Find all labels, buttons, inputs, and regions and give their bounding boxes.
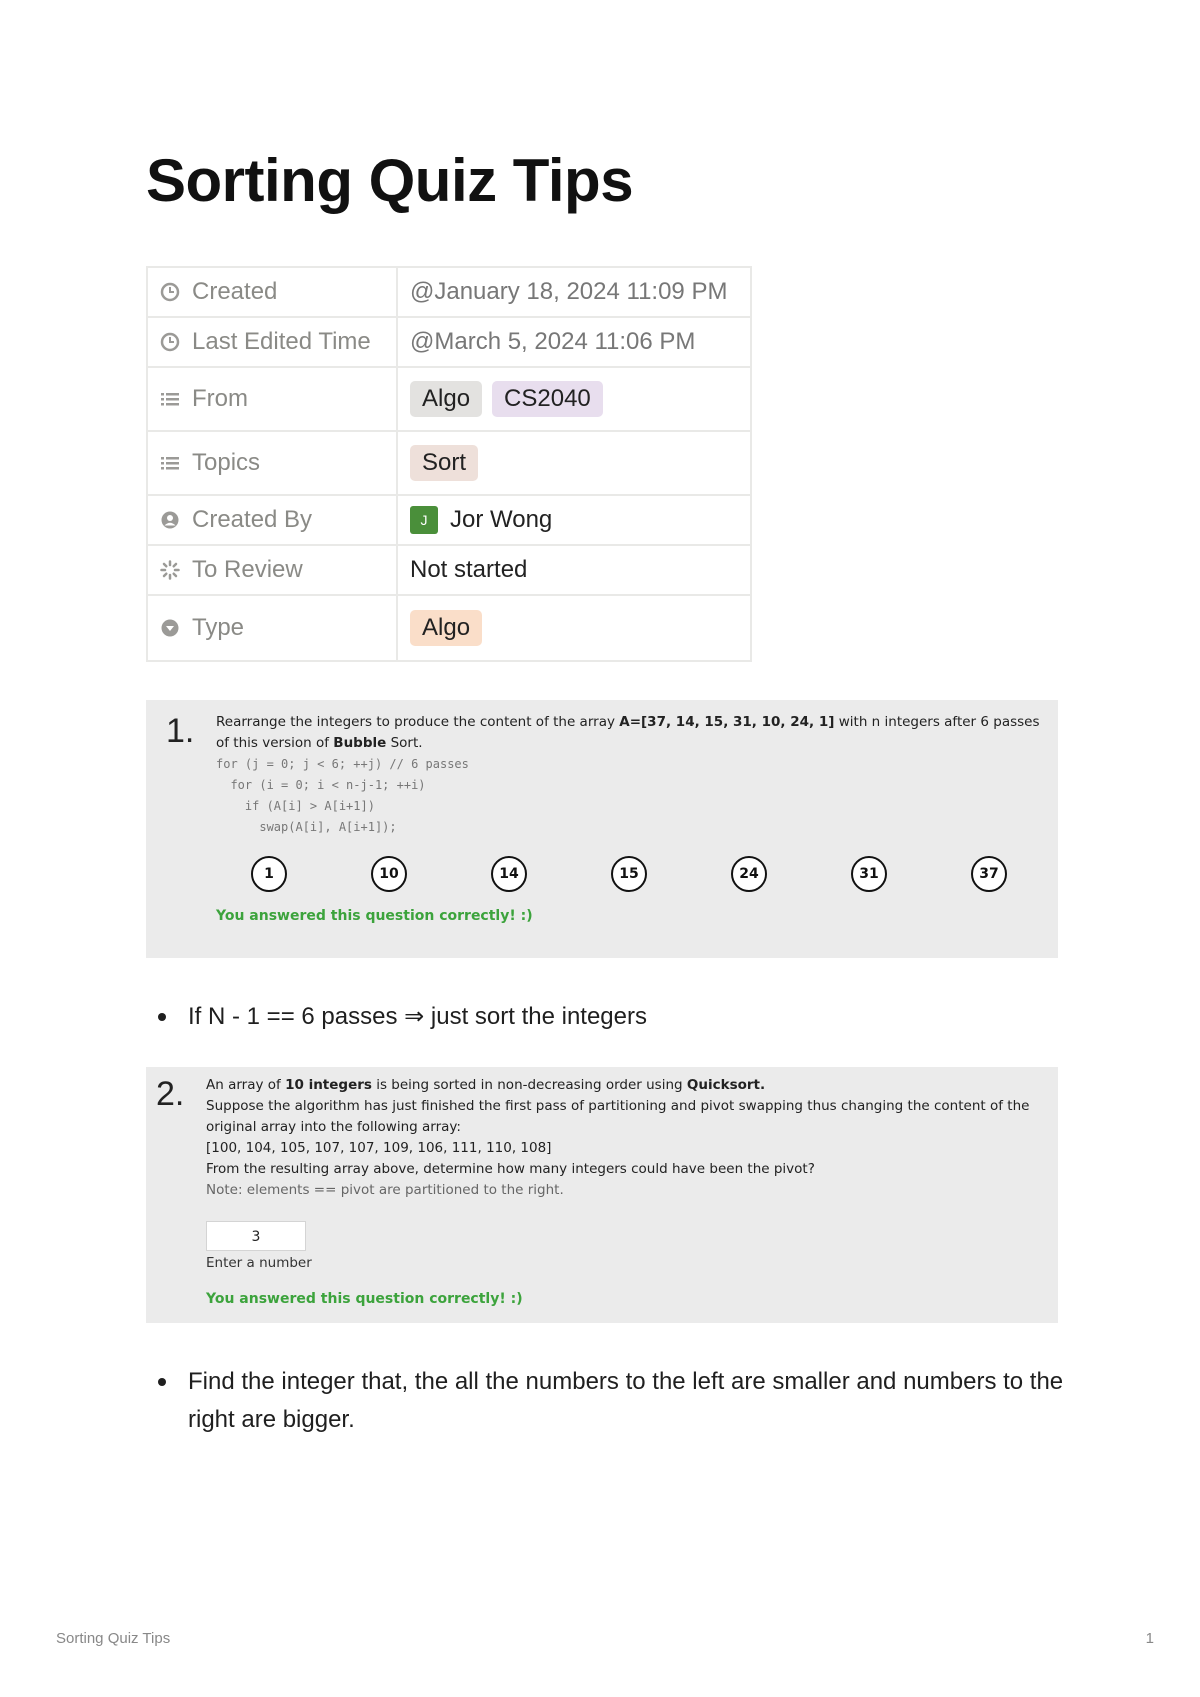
property-key bbox=[147, 545, 397, 595]
property-row-last-edited bbox=[147, 317, 751, 367]
question-bold-term: Bubble bbox=[333, 735, 387, 751]
property-key-label: Topics bbox=[192, 449, 261, 476]
question-text bbox=[206, 1075, 1046, 1201]
property-value[interactable] bbox=[397, 367, 751, 431]
property-key-label: Created By bbox=[192, 506, 313, 533]
property-key bbox=[147, 267, 397, 317]
answer-circle[interactable]: 31 bbox=[851, 856, 887, 892]
property-value[interactable] bbox=[397, 495, 751, 545]
property-key-label: To Review bbox=[192, 556, 303, 583]
bullet-item bbox=[158, 1363, 1068, 1439]
clock-icon bbox=[160, 282, 180, 302]
question-line: Suppose the algorithm has just finished the first pass of partitioning and pivot swapping thus changing the content of the original array into the following array: bbox=[206, 1098, 1030, 1135]
creator-name: Jor Wong bbox=[450, 506, 553, 533]
input-hint: Enter a number bbox=[206, 1255, 312, 1271]
correct-feedback: You answered this question correctly! :) bbox=[206, 1291, 523, 1307]
property-row-from bbox=[147, 367, 751, 431]
bullet-dot bbox=[158, 1013, 166, 1021]
property-key bbox=[147, 495, 397, 545]
tag-sort[interactable]: Sort bbox=[410, 445, 478, 481]
question-text-part: is being sorted in non-decreasing order using bbox=[371, 1077, 687, 1093]
property-key-label: Created bbox=[192, 278, 278, 305]
property-value[interactable]: @January 18, 2024 11:09 PM bbox=[397, 267, 751, 317]
property-row-created-by bbox=[147, 495, 751, 545]
answer-circle[interactable]: 10 bbox=[371, 856, 407, 892]
property-row-created bbox=[147, 267, 751, 317]
property-value[interactable]: Not started bbox=[397, 545, 751, 595]
property-row-type bbox=[147, 595, 751, 661]
list-icon bbox=[160, 389, 180, 409]
list-icon bbox=[160, 453, 180, 473]
properties-table bbox=[146, 266, 752, 662]
bullet-item bbox=[158, 998, 1058, 1036]
question-text-part: Rearrange the integers to produce the content of the array bbox=[216, 714, 620, 730]
question-number: 1. bbox=[166, 712, 195, 750]
question-text-part: Sort. bbox=[386, 735, 423, 751]
answer-circle[interactable]: 1 bbox=[251, 856, 287, 892]
avatar: J bbox=[410, 506, 438, 534]
tag-algo-type[interactable]: Algo bbox=[410, 610, 482, 646]
bullet-text: If N - 1 == 6 passes ⇒ just sort the integers bbox=[188, 1003, 647, 1030]
question-array: [100, 104, 105, 107, 107, 109, 106, 111, 110, 108] bbox=[206, 1140, 552, 1156]
answer-circle[interactable]: 14 bbox=[491, 856, 527, 892]
answer-order bbox=[251, 856, 1011, 894]
property-key-label: From bbox=[192, 385, 248, 412]
answer-circle[interactable]: 15 bbox=[611, 856, 647, 892]
question-note: Note: elements == pivot are partitioned to the right. bbox=[206, 1182, 564, 1198]
question-text-part: with n integers after 6 passes of this version of bbox=[216, 714, 1040, 751]
question-bold-term: 10 integers bbox=[285, 1077, 372, 1093]
number-input[interactable]: 3 bbox=[206, 1221, 306, 1251]
property-key-label: Type bbox=[192, 614, 245, 641]
property-row-topics bbox=[147, 431, 751, 495]
code-snippet: for (j = 0; j < 6; ++j) // 6 passes for (i = 0; i < n-j-1; ++i) if (A[i] > A[i+1]) swap(A[i], A[i+1]); bbox=[216, 757, 469, 834]
question-2-screenshot bbox=[146, 1067, 1058, 1323]
property-value[interactable] bbox=[397, 595, 751, 661]
question-1-screenshot bbox=[146, 700, 1058, 958]
property-value[interactable] bbox=[397, 431, 751, 495]
page-title: Sorting Quiz Tips bbox=[146, 147, 634, 214]
property-key bbox=[147, 431, 397, 495]
bullet-text: Find the integer that, the all the numbers to the left are smaller and numbers to the right are bigger. bbox=[188, 1368, 1064, 1433]
question-text bbox=[216, 712, 1046, 754]
question-array: A=[37, 14, 15, 31, 10, 24, 1] bbox=[619, 714, 835, 730]
status-spinner-icon bbox=[160, 560, 180, 580]
bullet-dot bbox=[158, 1378, 166, 1386]
footer-title: Sorting Quiz Tips bbox=[56, 1630, 171, 1647]
property-key bbox=[147, 367, 397, 431]
answer-circle[interactable]: 24 bbox=[731, 856, 767, 892]
page-number: 1 bbox=[1145, 1630, 1154, 1647]
tag-algo[interactable]: Algo bbox=[410, 381, 482, 417]
question-line: From the resulting array above, determine how many integers could have been the pivot? bbox=[206, 1161, 815, 1177]
property-value[interactable]: @March 5, 2024 11:06 PM bbox=[397, 317, 751, 367]
select-icon bbox=[160, 618, 180, 638]
property-key bbox=[147, 317, 397, 367]
question-bold-term: Quicksort. bbox=[686, 1077, 766, 1093]
person-icon bbox=[160, 510, 180, 530]
property-key-label: Last Edited Time bbox=[192, 328, 371, 355]
answer-circle[interactable]: 37 bbox=[971, 856, 1007, 892]
question-text-part: An array of bbox=[206, 1077, 286, 1093]
clock-icon bbox=[160, 332, 180, 352]
question-line bbox=[206, 1075, 1046, 1096]
property-key bbox=[147, 595, 397, 661]
correct-feedback: You answered this question correctly! :) bbox=[216, 908, 533, 924]
property-row-to-review bbox=[147, 545, 751, 595]
tag-cs2040[interactable]: CS2040 bbox=[492, 381, 603, 417]
question-number: 2. bbox=[156, 1075, 185, 1113]
